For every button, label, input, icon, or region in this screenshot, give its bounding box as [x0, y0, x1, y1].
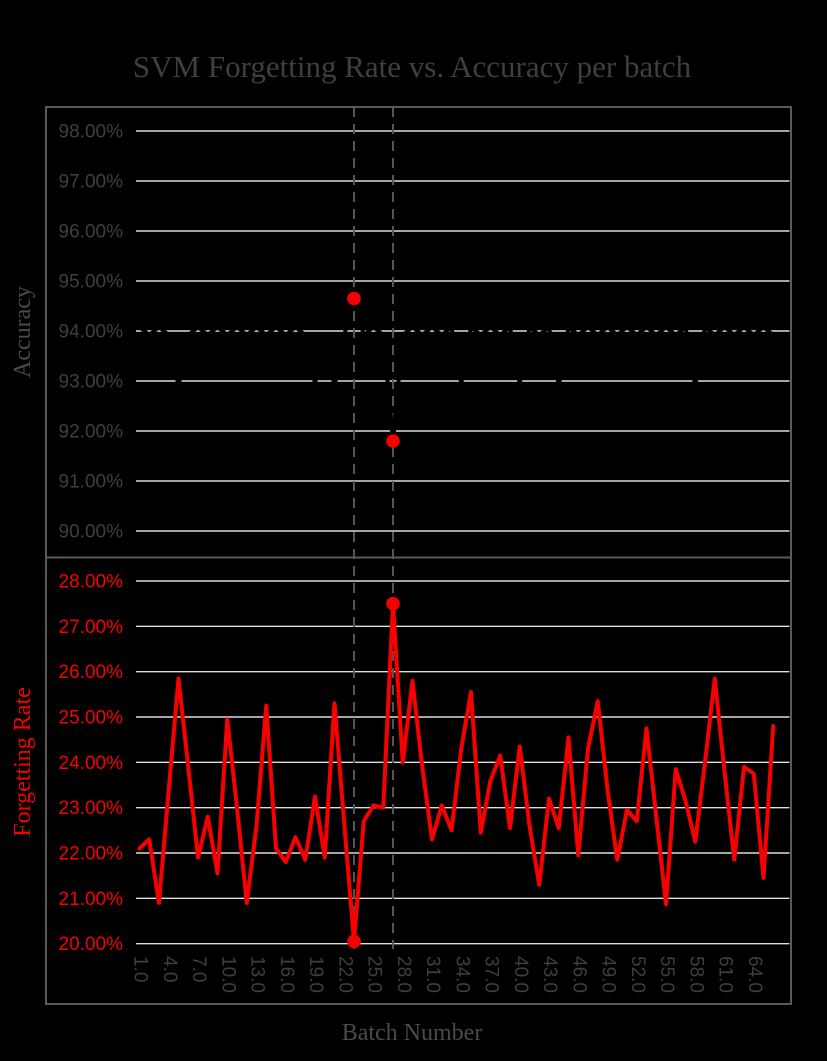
x-tick-label: 37.0	[480, 956, 502, 993]
y-tick-label: 24.00%	[58, 752, 123, 774]
x-tick-label: 55.0	[656, 956, 677, 993]
x-tick-label: 46.0	[568, 956, 590, 993]
batch-highlight-vlines	[354, 107, 393, 949]
y-tick-label: 94.00%	[58, 321, 123, 343]
y-tick-label: 95.00%	[58, 271, 123, 293]
x-tick-label: 22.0	[334, 956, 356, 993]
y-tick-label: 21.00%	[58, 888, 123, 910]
y-tick-label: 27.00%	[58, 616, 123, 638]
y-tick-label: 23.00%	[58, 798, 123, 820]
x-axis-title-batch-number: Batch Number	[341, 1020, 483, 1046]
y-tick-label: 26.00%	[58, 662, 123, 684]
x-tick-label: 34.0	[451, 956, 473, 993]
y-tick-label: 22.00%	[58, 843, 123, 865]
outlier-dot	[386, 434, 400, 448]
y-tick-label: 92.00%	[58, 421, 123, 443]
y-tick-label: 97.00%	[58, 171, 123, 193]
x-tick-label: 49.0	[597, 956, 619, 993]
x-tick-labels-batch	[130, 956, 765, 993]
y-tick-label: 90.00%	[58, 521, 123, 543]
figure-border	[46, 107, 791, 1004]
x-tick-label: 25.0	[363, 956, 385, 993]
x-tick-label: 19.0	[305, 956, 326, 993]
y-tick-labels-accuracy	[59, 122, 124, 543]
x-tick-label: 64.0	[743, 956, 765, 993]
y-axis-title-accuracy: Accuracy	[10, 286, 36, 378]
outlier-dot	[347, 935, 361, 949]
x-tick-label: 1.0	[129, 956, 151, 983]
outlier-dot	[386, 597, 400, 611]
x-tick-label: 4.0	[158, 956, 180, 983]
y-tick-label: 93.00%	[58, 371, 123, 393]
x-tick-label: 10.0	[217, 956, 239, 993]
x-tick-label: 16.0	[275, 956, 297, 993]
outlier-dot	[347, 292, 361, 306]
chart-title: SVM Forgetting Rate vs. Accuracy per batch	[132, 49, 692, 84]
x-tick-label: 40.0	[509, 956, 531, 993]
y-tick-labels-forgetting-rate	[59, 572, 124, 956]
y-tick-label: 91.00%	[58, 471, 123, 493]
x-tick-label: 31.0	[422, 956, 443, 993]
x-tick-label: 7.0	[188, 956, 209, 983]
y-tick-label: 28.00%	[58, 571, 123, 593]
y-tick-label: 96.00%	[58, 221, 123, 243]
accuracy-series-line	[140, 299, 774, 442]
x-tick-label: 43.0	[539, 956, 560, 993]
x-tick-label: 13.0	[246, 956, 268, 993]
y-tick-label: 25.00%	[58, 707, 123, 729]
x-tick-label: 58.0	[685, 956, 707, 993]
gridlines-forgetting-panel	[136, 581, 790, 944]
y-tick-label: 20.00%	[58, 934, 123, 956]
y-tick-label: 98.00%	[58, 121, 123, 143]
y-axis-title-forgetting-rate: Forgetting Rate	[10, 687, 36, 837]
x-tick-label: 52.0	[626, 956, 648, 993]
x-tick-label: 28.0	[392, 956, 414, 993]
x-tick-label: 61.0	[714, 956, 736, 993]
forgetting-rate-series-line	[140, 604, 774, 942]
